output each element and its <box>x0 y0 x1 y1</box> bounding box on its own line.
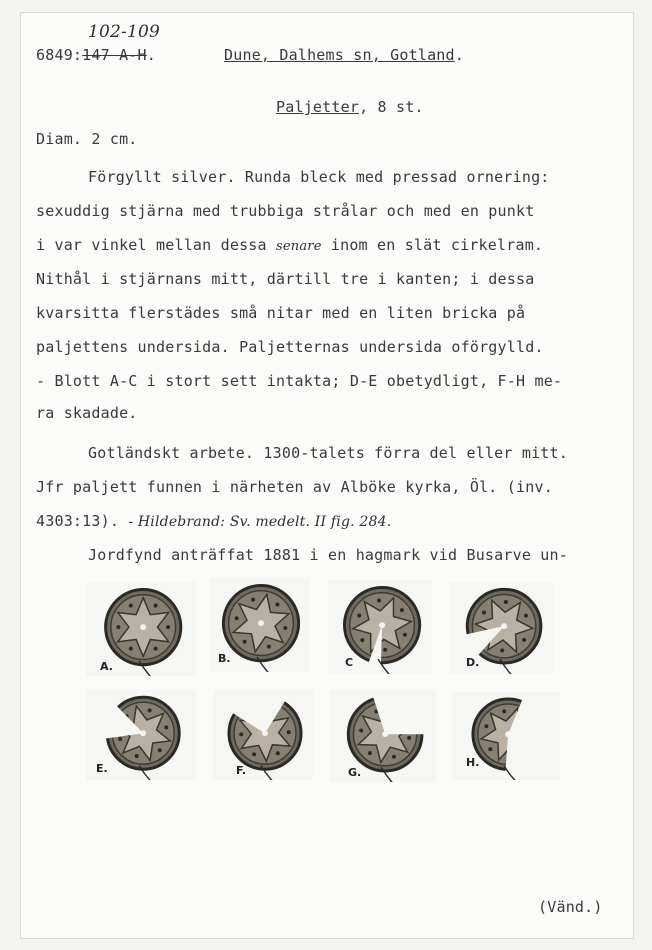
diameter: Diam. 2 cm. <box>36 130 138 148</box>
spangle-image <box>330 690 436 782</box>
catalog-prefix: 6849: <box>36 46 83 64</box>
text-line-3 <box>36 236 543 254</box>
title-suffix: , 8 st. <box>359 98 424 116</box>
punch-dot <box>407 736 411 740</box>
punch-dot <box>359 728 363 732</box>
photo-C <box>328 580 432 674</box>
punch-dot <box>403 633 407 637</box>
punch-dot <box>267 645 271 649</box>
rivet-hole <box>258 620 264 626</box>
text-line-12: Jordfynd anträffat 1881 i en hagmark vid Busarve un- <box>88 546 568 564</box>
punch-dot <box>252 752 256 756</box>
punch-dot <box>118 737 122 741</box>
punch-dot <box>524 614 528 618</box>
photo-label-D: D. <box>466 656 480 669</box>
footer-turn-over: (Vänd.) <box>538 898 603 916</box>
punch-dot <box>488 747 492 751</box>
punch-dot <box>251 598 255 602</box>
punch-dot <box>502 709 506 713</box>
photo-F <box>213 690 313 780</box>
text-line-11 <box>36 512 391 530</box>
catalog-suffix: . <box>146 46 157 64</box>
punch-dot <box>166 625 170 629</box>
punch-dot <box>158 748 162 752</box>
punch-dot <box>275 603 279 607</box>
text-line-3-start: i var vinkel mellan dessa <box>36 236 267 254</box>
photo-label-B: B. <box>218 652 231 665</box>
title-text: Paljetter <box>276 98 360 116</box>
punch-dot <box>164 725 168 729</box>
punch-dot <box>482 610 486 614</box>
text-line-8: ra skadade. <box>36 404 138 422</box>
text-line-7: - Blott A-C i stort sett intakta; D-E obetydligt, F-H me- <box>36 372 563 390</box>
punch-dot <box>148 708 152 712</box>
handwritten-number: 102-109 <box>88 22 161 42</box>
punch-dot <box>116 625 120 629</box>
punch-dot <box>360 638 364 642</box>
spangle-image <box>213 690 313 780</box>
punch-dot <box>239 732 243 736</box>
text-line-5: kvarsitta flerstädes små nitar med en liten bricka på <box>36 304 526 322</box>
punch-dot <box>383 648 387 652</box>
punch-dot <box>484 724 488 728</box>
text-line-6: paljettens undersida. Paljetternas undersida oförgylld. <box>36 338 544 356</box>
punch-dot <box>129 647 133 651</box>
punch-dot <box>287 730 291 734</box>
punch-dot <box>522 638 526 642</box>
punch-dot <box>504 600 508 604</box>
text-line-10: Jfr paljett funnen i närheten av Alböke kyrka, Öl. (inv. <box>36 478 553 496</box>
punch-dot <box>154 647 158 651</box>
photo-label-F: F. <box>236 764 247 777</box>
photo-label-C: C <box>345 656 354 669</box>
photo-label-E: E. <box>96 762 108 775</box>
photo-label-A: A. <box>100 660 113 673</box>
punch-dot <box>283 626 287 630</box>
photo-label-G: G. <box>348 766 362 779</box>
catalog-card <box>20 12 634 939</box>
punch-dot <box>368 751 372 755</box>
catalog-struck: 147 A-H <box>82 46 147 64</box>
site-name <box>224 46 464 64</box>
punch-dot <box>243 640 247 644</box>
text-line-3-end: inom en slät cirkelram. <box>330 236 544 254</box>
spangle-image <box>328 580 432 674</box>
punch-dot <box>154 604 158 608</box>
punch-dot <box>357 613 361 617</box>
punch-dot <box>500 648 504 652</box>
rivet-hole <box>140 624 146 630</box>
punch-dot <box>129 604 133 608</box>
handwritten-insert: senare <box>276 239 322 254</box>
text-line-4: Nithål i stjärnans mitt, därtill tre i kanten; i dessa <box>36 270 535 288</box>
text-line-9: Gotländskt arbete. 1300-talets förra del eller mitt. <box>88 444 568 462</box>
punch-dot <box>377 598 381 602</box>
punch-dot <box>135 754 139 758</box>
site-suffix: . <box>454 46 465 64</box>
punch-dot <box>392 755 396 759</box>
text-line-1: Förgyllt silver. Runda bleck med pressad ornering: <box>88 168 550 186</box>
catalog-number <box>36 46 156 64</box>
handwritten-reference: - Hildebrand: Sv. medelt. II fig. 284. <box>128 514 392 530</box>
object-title <box>276 98 424 116</box>
photo-label-H: H. <box>466 756 480 769</box>
text-line-2: sexuddig stjärna med trubbiga strålar och med en punkt <box>36 202 535 220</box>
rivet-hole <box>379 622 385 628</box>
punch-dot <box>400 608 404 612</box>
photo-G <box>330 690 436 782</box>
site-text: Dune, Dalhems sn, Gotland <box>224 46 455 64</box>
text-line-11-start: 4303:13). <box>36 512 120 530</box>
punch-dot <box>276 751 280 755</box>
punch-dot <box>235 616 239 620</box>
